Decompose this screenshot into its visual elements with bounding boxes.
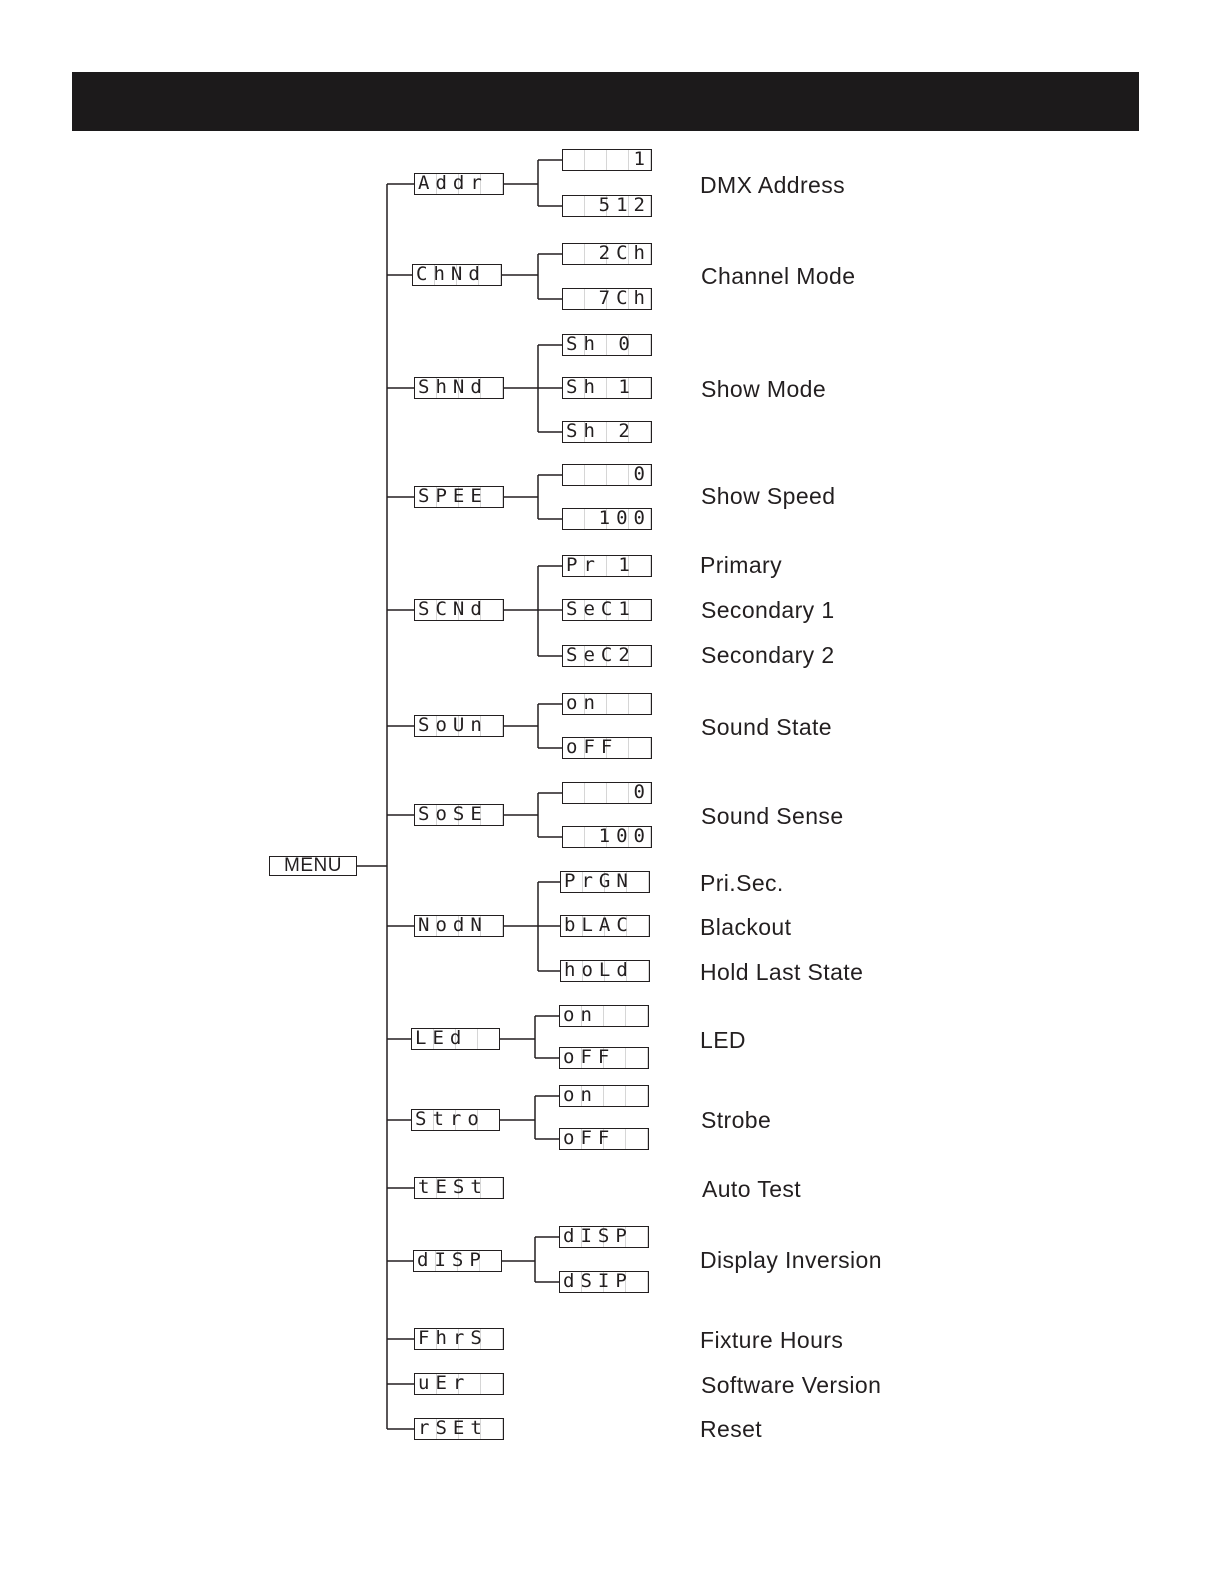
lcd-nodn: NodN	[414, 915, 504, 937]
lcd-option: hoLd	[560, 960, 650, 982]
label-secondary-1: Secondary 1	[701, 597, 835, 623]
label-show-speed: Show Speed	[701, 483, 836, 509]
lcd-soun: SoUn	[414, 715, 504, 737]
lcd-option: bLAC	[560, 915, 650, 937]
lcd-option: 100	[562, 826, 652, 848]
label-strobe: Strobe	[701, 1107, 772, 1133]
lcd-option: Sh 0	[562, 334, 652, 356]
label-sound-state: Sound State	[701, 714, 833, 740]
lcd-option: on	[562, 693, 652, 715]
lcd-option: on	[559, 1005, 649, 1027]
lcd-option: dISP	[559, 1226, 649, 1248]
label-show-mode: Show Mode	[701, 376, 827, 402]
lcd-option: 7Ch	[562, 288, 652, 310]
label-blackout: Blackout	[700, 914, 792, 940]
lcd-option: Sh 1	[562, 377, 652, 399]
label-dmx-address: DMX Address	[700, 172, 846, 198]
label-led: LED	[700, 1027, 746, 1053]
lcd-option: SeC1	[562, 599, 652, 621]
lcd-option: oFF	[559, 1128, 649, 1150]
lcd-option: Sh 2	[562, 421, 652, 443]
label-hold-last-state: Hold Last State	[700, 959, 864, 985]
lcd-option: on	[559, 1085, 649, 1107]
lcd-fhrs: FhrS	[414, 1328, 504, 1350]
label-fixture-hours: Fixture Hours	[700, 1327, 844, 1353]
lcd-option: 512	[562, 195, 652, 217]
lcd-option: PrGN	[560, 871, 650, 893]
lcd-ver: uEr	[414, 1373, 504, 1395]
lcd-option: 0	[562, 782, 652, 804]
lcd-option: dSIP	[559, 1271, 649, 1293]
lcd-chnd: ChNd	[412, 264, 502, 286]
label-secondary-2: Secondary 2	[701, 642, 835, 668]
lcd-option: SeC2	[562, 645, 652, 667]
label-channel-mode: Channel Mode	[701, 263, 856, 289]
label-reset: Reset	[700, 1416, 763, 1442]
lcd-shnd: ShNd	[414, 377, 504, 399]
lcd-rset: rSEt	[414, 1418, 504, 1440]
lcd-stro: Stro	[411, 1109, 500, 1131]
lcd-option: oFF	[559, 1047, 649, 1069]
lcd-sose: SoSE	[414, 804, 504, 826]
menu-root: MENU	[269, 856, 357, 876]
lcd-scnd: SCNd	[414, 599, 504, 621]
lcd-option: 0	[562, 464, 652, 486]
lcd-addr: Addr	[414, 173, 504, 195]
label-auto-test: Auto Test	[702, 1176, 802, 1202]
lcd-option: 100	[562, 508, 652, 530]
lcd-option: 2Ch	[562, 243, 652, 265]
lcd-led: LEd	[411, 1028, 500, 1050]
lcd-option: oFF	[562, 737, 652, 759]
lcd-test: tESt	[414, 1177, 504, 1199]
lcd-disp: dISP	[413, 1250, 502, 1272]
lcd-option: Pr 1	[562, 555, 652, 577]
lcd-option: 1	[562, 149, 652, 171]
label-primary: Primary	[700, 552, 783, 578]
label-display-inversion: Display Inversion	[700, 1247, 882, 1273]
label-sound-sense: Sound Sense	[701, 803, 844, 829]
label-pri-sec: Pri.Sec.	[700, 870, 784, 896]
label-software-version: Software Version	[701, 1372, 882, 1398]
lcd-spee: SPEE	[414, 486, 504, 508]
